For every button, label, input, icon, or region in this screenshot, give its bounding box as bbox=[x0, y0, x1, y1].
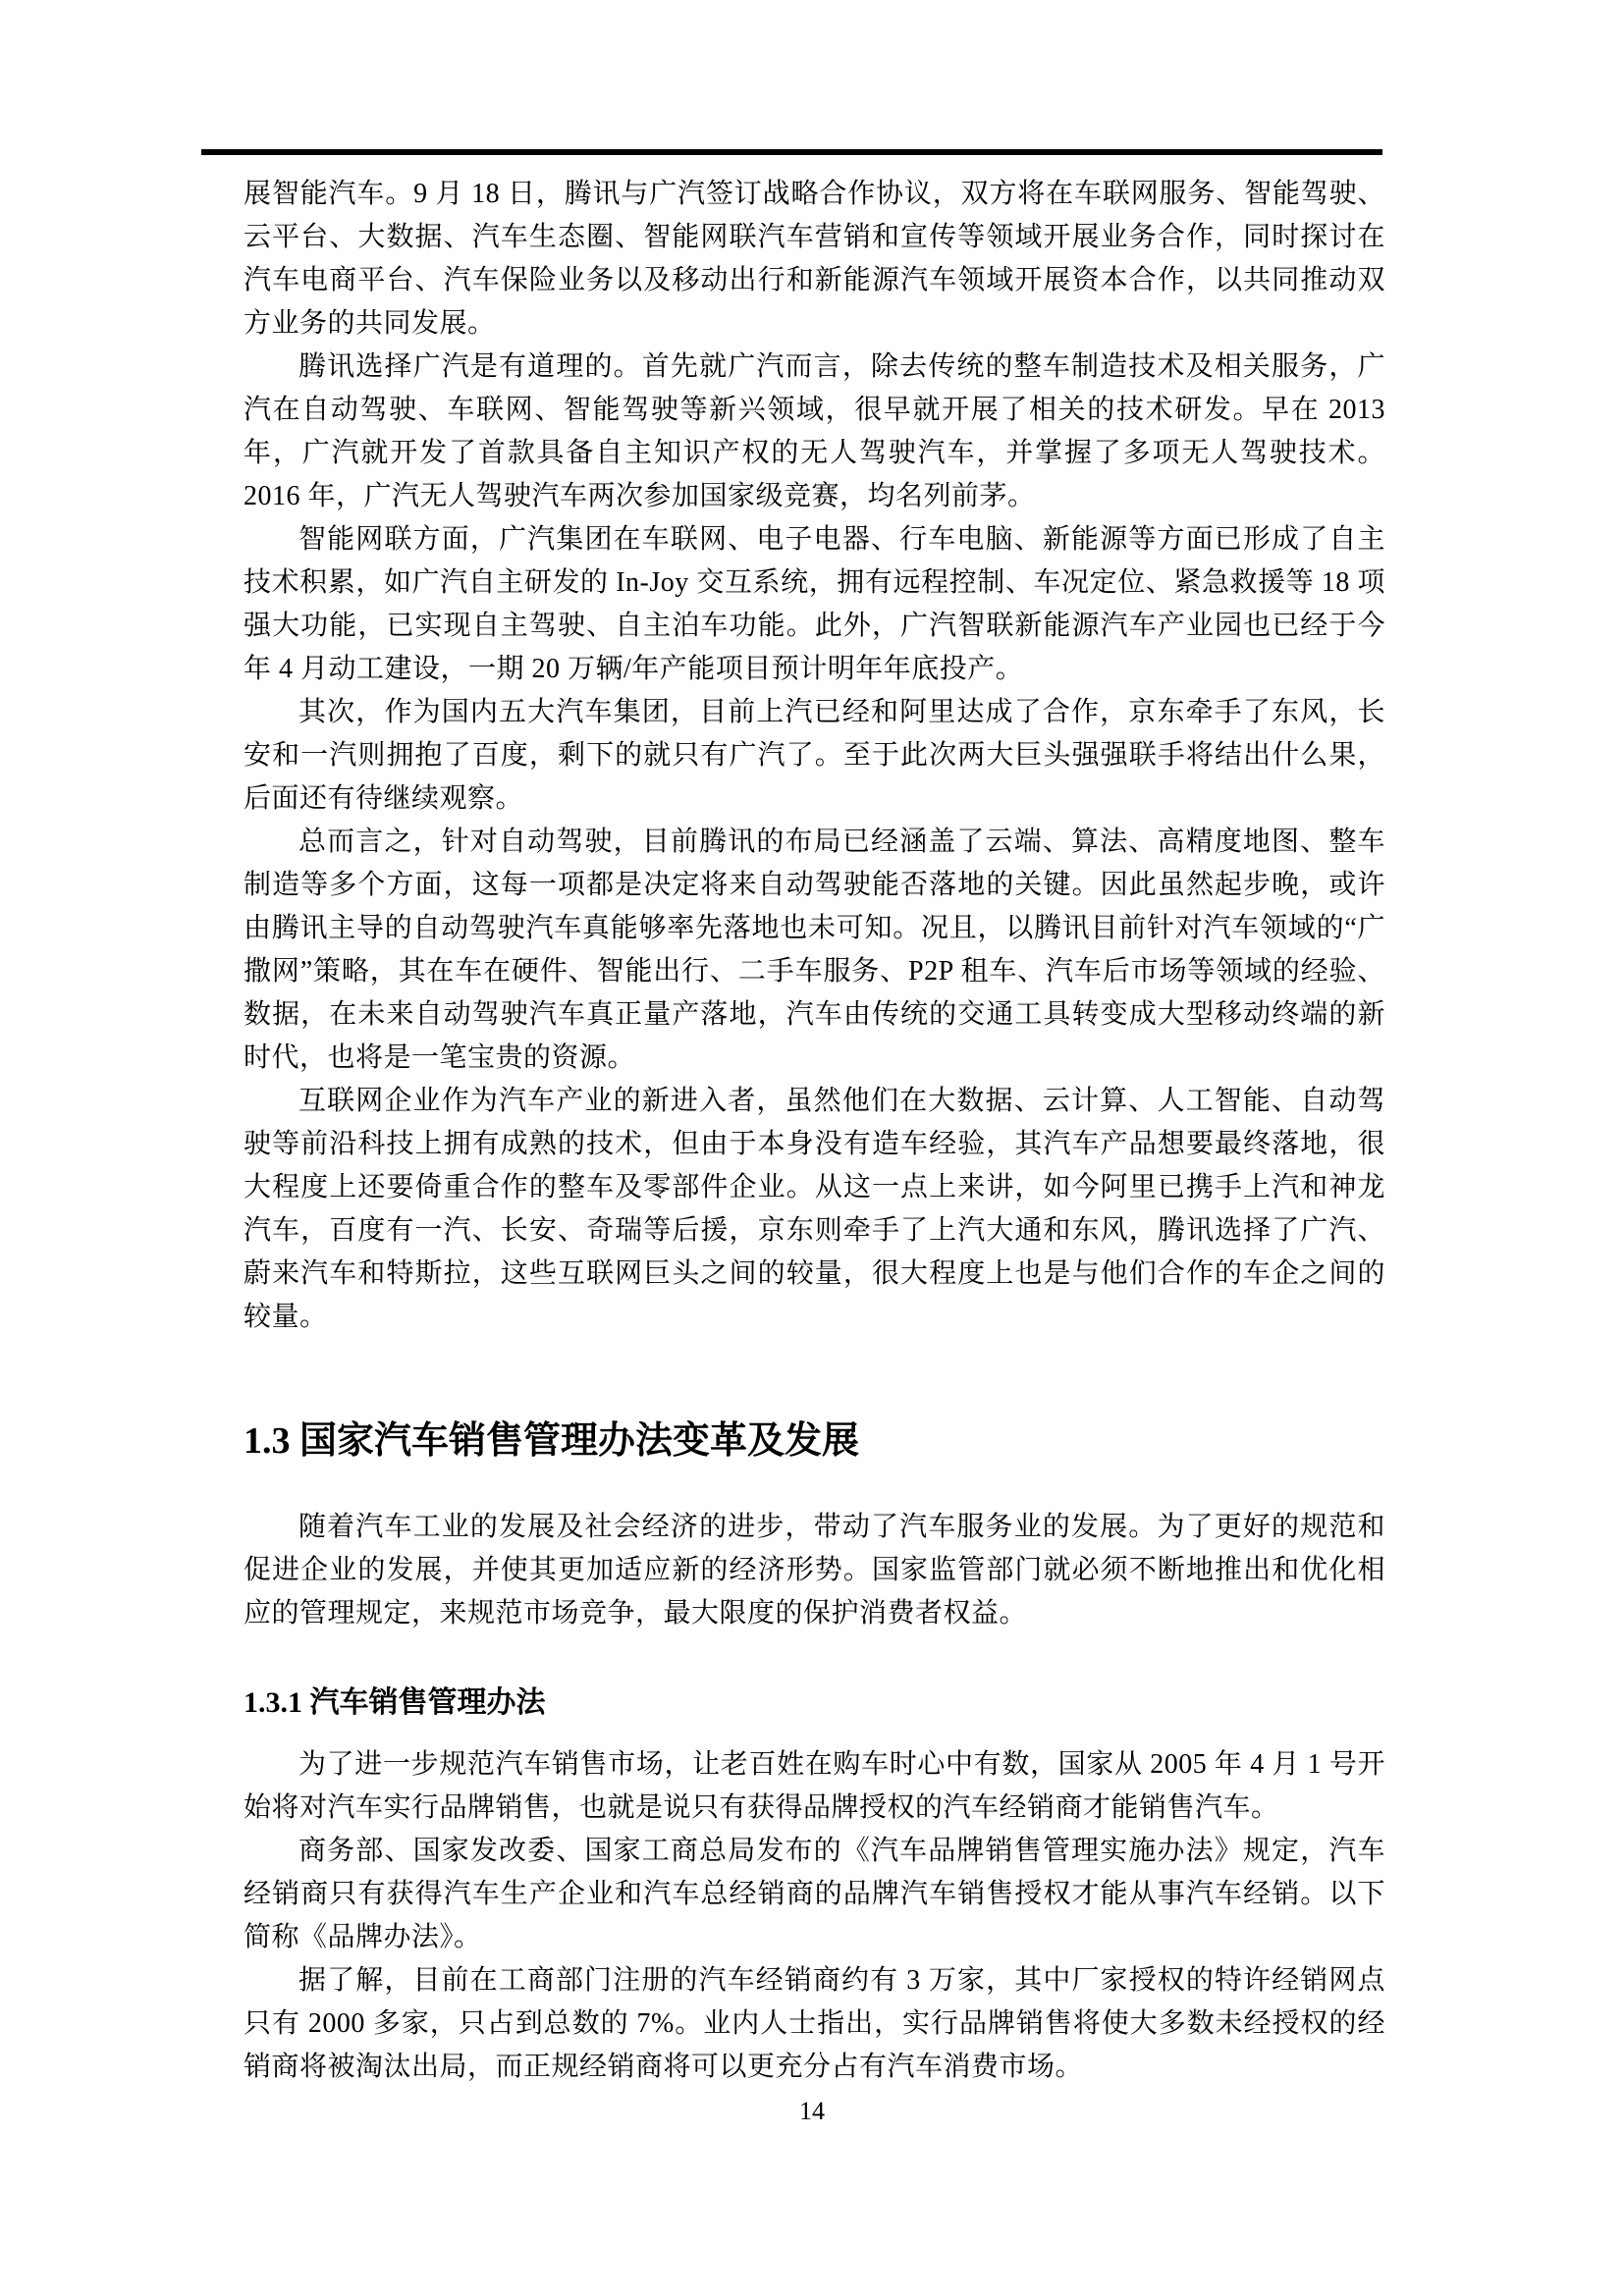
body-paragraph: 总而言之，针对自动驾驶，目前腾讯的布局已经涵盖了云端、算法、高精度地图、整车制造等多个方面，这每一项都是决定将来自动驾驶能否落地的关键。因此虽然起步晚，或许由腾讯主导的自动驾驶汽车真能够率先落地也未可知。况且，以腾讯目前针对汽车领域的“广撒网”策略，其在车在硬件、智能出行、二手车服务、P2P 租车、汽车后市场等领域的经验、数据，在未来自动驾驶汽车真正量产落地，汽车由传统的交通工具转变成大型移动终端的新时代，也将是一笔宝贵的资源。 bbox=[244, 827, 1385, 1073]
header-rule bbox=[201, 149, 1382, 155]
body-paragraph: 智能网联方面，广汽集团在车联网、电子电器、行车电脑、新能源等方面已形成了自主技术积累，如广汽自主研发的 In-Joy 交互系统，拥有远程控制、车况定位、紧急救援等 18 项强大功能，已实现自主驾驶、自主泊车功能。此外，广汽智联新能源汽车产业园也已经于今年 4 月动工建设，一期 20 万辆/年产能项目预计明年年底投产。 bbox=[244, 524, 1385, 684]
body-paragraph: 为了进一步规范汽车销售市场，让老百姓在购车时心中有数，国家从 2005 年 4 月 1 号开始将对汽车实行品牌销售，也就是说只有获得品牌授权的汽车经销商才能销售汽车。 bbox=[244, 1749, 1385, 1823]
body-paragraph: 随着汽车工业的发展及社会经济的进步，带动了汽车服务业的发展。为了更好的规范和促进企业的发展，并使其更加适应新的经济形势。国家监管部门就必须不断地推出和优化相应的管理规定，来规范市场竞争，最大限度的保护消费者权益。 bbox=[244, 1512, 1385, 1629]
body-paragraph-continuation: 展智能汽车。9 月 18 日，腾讯与广汽签订战略合作协议，双方将在车联网服务、智能驾驶、云平台、大数据、汽车生态圈、智能网联汽车营销和宣传等领域开展业务合作，同时探讨在汽车电商平台、汽车保险业务以及移动出行和新能源汽车领域开展资本合作，以共同推动双方业务的共同发展。 bbox=[244, 179, 1385, 339]
page-number: 14 bbox=[799, 2097, 825, 2125]
body-paragraph: 据了解，目前在工商部门注册的汽车经销商约有 3 万家，其中厂家授权的特许经销网点只有 2000 多家，只占到总数的 7%。业内人士指出，实行品牌销售将使大多数未经授权的经销商将被淘汰出局，而正规经销商将可以更充分占有汽车消费市场。 bbox=[244, 1965, 1385, 2082]
subsection-heading-1-3-1: 1.3.1 汽车销售管理办法 bbox=[244, 1686, 546, 1719]
body-paragraph: 腾讯选择广汽是有道理的。首先就广汽而言，除去传统的整车制造技术及相关服务，广汽在自动驾驶、车联网、智能驾驶等新兴领域，很早就开展了相关的技术研发。早在 2013 年，广汽就开发了首款具备自主知识产权的无人驾驶汽车，并掌握了多项无人驾驶技术。2016 年，广汽无人驾驶汽车两次参加国家级竞赛，均名列前茅。 bbox=[244, 351, 1385, 511]
body-paragraph: 其次，作为国内五大汽车集团，目前上汽已经和阿里达成了合作，京东牵手了东风，长安和一汽则拥抱了百度，剩下的就只有广汽了。至于此次两大巨头强强联手将结出什么果，后面还有待继续观察。 bbox=[244, 697, 1385, 814]
body-paragraph: 互联网企业作为汽车产业的新进入者，虽然他们在大数据、云计算、人工智能、自动驾驶等前沿科技上拥有成熟的技术，但由于本身没有造车经验，其汽车产品想要最终落地，很大程度上还要倚重合作的整车及零部件企业。从这一点上来讲，如今阿里已携手上汽和神龙汽车，百度有一汽、长安、奇瑞等后援，京东则牵手了上汽大通和东风，腾讯选择了广汽、蔚来汽车和特斯拉，这些互联网巨头之间的较量，很大程度上也是与他们合作的车企之间的较量。 bbox=[244, 1086, 1385, 1332]
section-heading-1-3: 1.3 国家汽车销售管理办法变革及发展 bbox=[244, 1420, 860, 1462]
body-paragraph: 商务部、国家发改委、国家工商总局发布的《汽车品牌销售管理实施办法》规定，汽车经销商只有获得汽车生产企业和汽车总经销商的品牌汽车销售授权才能从事汽车经销。以下简称《品牌办法》。 bbox=[244, 1836, 1385, 1952]
page-content bbox=[244, 173, 1385, 2089]
